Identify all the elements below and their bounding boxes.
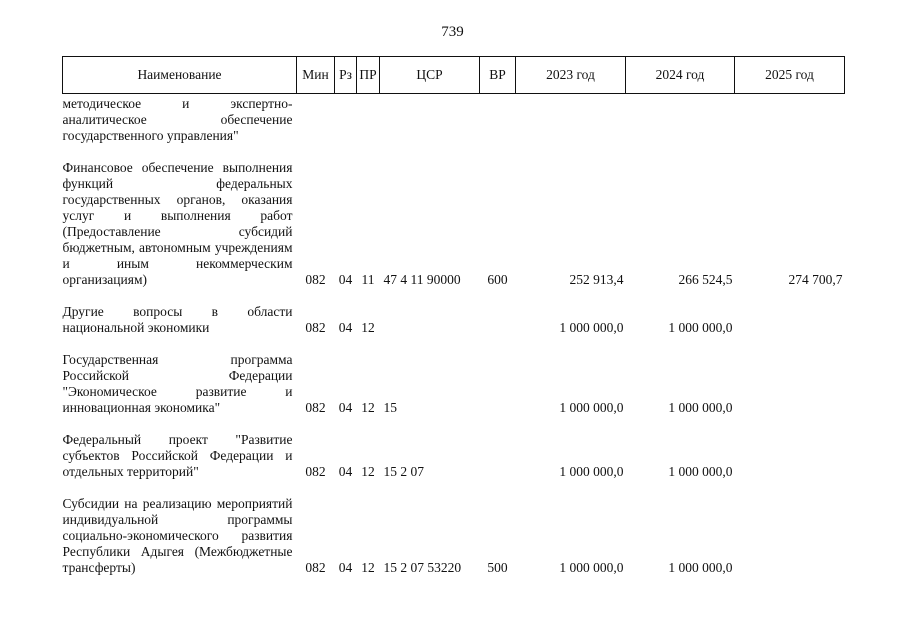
row-name: методическое и экспертно-аналитическое обеспечение государственного управления" [62, 96, 293, 143]
row-name: Финансовое обеспечение выполнения функций федеральных государственных органов, оказания услуг и выполнения работ (Предоставление субсидий бюджетным, автономным учреждениям и иным некоммерческим организациям) [62, 160, 293, 287]
row-2024: 266 524,5 [678, 272, 733, 287]
header-min: Мин [297, 57, 335, 94]
row-csr: 15 2 07 53220 [383, 560, 462, 575]
row-rz: 04 [338, 320, 353, 335]
header-2025: 2025 год [735, 57, 845, 94]
row-min: 082 [305, 272, 326, 287]
header-vr: ВР [480, 57, 516, 94]
row-csr: 15 2 07 [383, 464, 424, 479]
row-pr [357, 94, 380, 155]
row-2025 [735, 490, 845, 576]
row-csr [380, 298, 480, 346]
row-csr: 15 [383, 400, 397, 415]
row-2024: 1 000 000,0 [668, 400, 733, 415]
row-vr: 500 [487, 560, 508, 575]
row-csr: 47 4 11 90000 [383, 272, 461, 287]
row-name: Субсидии на реализацию мероприятий индивидуальной программы социально-экономического развития Республики Адыгея (Межбюджетные трансферты) [62, 496, 293, 575]
row-rz: 04 [338, 560, 353, 575]
header-csr: ЦСР [380, 57, 480, 94]
row-2024: 1 000 000,0 [668, 560, 733, 575]
header-2024: 2024 год [626, 57, 735, 94]
row-min: 082 [305, 400, 326, 415]
table-row [63, 154, 845, 298]
row-pr: 12 [361, 320, 375, 335]
row-2024: 1 000 000,0 [668, 320, 733, 335]
header-pr: ПР [357, 57, 380, 94]
row-vr [480, 426, 516, 490]
table-row [63, 490, 845, 576]
row-name: Федеральный проект "Развитие субъектов Российской Федерации и отдельных территорий" [62, 432, 293, 479]
row-pr: 12 [361, 464, 375, 479]
row-2023: 1 000 000,0 [559, 464, 624, 479]
row-name: Государственная программа Российской Федерации "Экономическое развитие и инновационная экономика" [62, 352, 293, 415]
row-2023: 1 000 000,0 [559, 560, 624, 575]
row-2025 [735, 346, 845, 426]
header-2023: 2023 год [516, 57, 626, 94]
row-pr: 11 [361, 272, 375, 287]
row-rz: 04 [338, 272, 353, 287]
table-header-row [63, 57, 845, 94]
row-name: Другие вопросы в области национальной экономики [62, 304, 293, 335]
row-vr [480, 298, 516, 346]
row-min: 082 [305, 560, 326, 575]
row-2025 [735, 298, 845, 346]
row-vr: 600 [487, 272, 508, 287]
row-vr [480, 346, 516, 426]
row-2024: 1 000 000,0 [668, 464, 733, 479]
row-pr: 12 [361, 560, 375, 575]
row-csr [380, 94, 480, 155]
row-2023: 1 000 000,0 [559, 320, 624, 335]
header-name: Наименование [63, 57, 297, 94]
row-2024 [626, 94, 735, 155]
budget-table [62, 56, 845, 576]
row-rz: 04 [338, 464, 353, 479]
table-row [63, 298, 845, 346]
table-row [63, 346, 845, 426]
table-row [63, 426, 845, 490]
page-number: 739 [441, 24, 464, 40]
row-min [297, 94, 335, 155]
header-rz: Рз [335, 57, 357, 94]
row-min: 082 [305, 464, 326, 479]
row-2023: 1 000 000,0 [559, 400, 624, 415]
row-2025 [735, 94, 845, 155]
row-min: 082 [305, 320, 326, 335]
row-vr [480, 94, 516, 155]
row-2025: 274 700,7 [788, 272, 843, 287]
row-rz: 04 [338, 400, 353, 415]
table-row [63, 94, 845, 155]
row-rz [335, 94, 357, 155]
row-2023 [516, 94, 626, 155]
row-pr: 12 [361, 400, 375, 415]
row-2023: 252 913,4 [569, 272, 624, 287]
row-2025 [735, 426, 845, 490]
